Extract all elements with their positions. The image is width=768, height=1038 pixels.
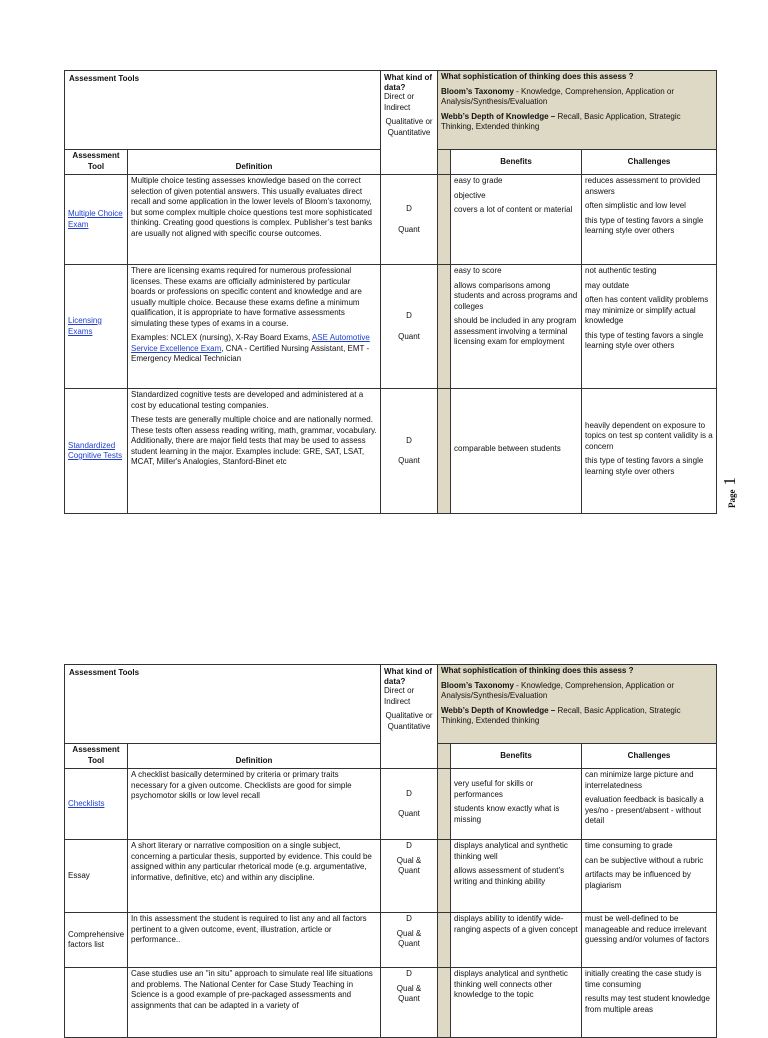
benefit-item: should be included in any program assessment involving a terminal licensing exam for employment bbox=[454, 316, 577, 346]
assessment-table-page1 bbox=[64, 70, 717, 514]
col-header-challenges: Challenges bbox=[582, 150, 717, 175]
data-kind-cell bbox=[381, 389, 438, 514]
data-kind-cell bbox=[381, 265, 438, 389]
bloom-text: - Knowledge, Comprehension, Application or Analysis/Synthesis/Evaluation bbox=[441, 680, 675, 700]
tool-cell bbox=[65, 913, 128, 968]
qual-value: Qual & Quant bbox=[396, 928, 422, 948]
data-kind-cell bbox=[381, 840, 438, 913]
data-kind-cell bbox=[381, 769, 438, 840]
ase-exam-link[interactable]: ASE Automotive Service Excellence Exam bbox=[131, 333, 370, 353]
challenges-cell bbox=[582, 175, 717, 265]
sophistication-heading: What sophistication of thinking does this assess ? bbox=[441, 72, 634, 81]
benefits-cell bbox=[451, 840, 582, 913]
definition-cell bbox=[128, 265, 381, 389]
definition-paragraph: Standardized cognitive tests are developed and administered at a cost by educational testing companies. bbox=[131, 390, 364, 410]
data-kind-heading: What kind of data? bbox=[384, 73, 433, 92]
qual-value: Qual & Quant bbox=[396, 855, 422, 875]
direct-value: D bbox=[406, 969, 412, 978]
tool-cell bbox=[65, 968, 128, 1038]
qual-value: Quant bbox=[398, 224, 420, 234]
shaded-divider bbox=[438, 968, 451, 1038]
challenge-item: not authentic testing bbox=[585, 266, 657, 275]
challenge-item: often simplistic and low level bbox=[585, 201, 686, 210]
table-title: Assessment Tools bbox=[65, 665, 381, 744]
qual-value: Quant bbox=[398, 456, 420, 465]
challenge-item: reduces assessment to provided answers bbox=[585, 176, 701, 196]
tool-name-essay: Essay bbox=[68, 870, 90, 880]
challenges-cell bbox=[582, 913, 717, 968]
webb-label: Webb’s Depth of Knowledge – bbox=[441, 705, 556, 715]
table-row bbox=[65, 265, 717, 389]
definition-paragraph: These tests are generally multiple choice and are nationally normed. These tests often assess reading writing, math, grammar, vocabulary. Additionally, there are major field tests that may be used to assess student learning in the major. Examples include: GRE, SAT, LSAT, MCAT, Miller's Analogies, Stanford-Binet etc bbox=[131, 415, 377, 466]
webb-text: Recall, Basic Application, Strategic Thinking, Extended thinking bbox=[441, 111, 681, 131]
page-number bbox=[720, 468, 760, 508]
tool-cell bbox=[65, 769, 128, 840]
tool-link-checklists[interactable]: Checklists bbox=[68, 798, 105, 808]
challenge-item: this type of testing favors a single learning style over others bbox=[585, 330, 704, 350]
webb-label: Webb’s Depth of Knowledge – bbox=[441, 111, 556, 121]
tool-cell bbox=[65, 840, 128, 913]
page-label: Page bbox=[727, 489, 737, 508]
challenge-item: this type of testing favors a single learning style over others bbox=[585, 215, 704, 235]
tool-link-multiple-choice[interactable]: Multiple Choice Exam bbox=[68, 209, 123, 229]
col-header-definition: Definition bbox=[128, 150, 381, 175]
data-kind-cell bbox=[381, 968, 438, 1038]
data-kind-cell bbox=[381, 913, 438, 968]
benefits-cell bbox=[451, 913, 582, 968]
challenge-item: initially creating the case study is time consuming bbox=[585, 969, 702, 989]
definition-paragraph: There are licensing exams required for numerous professional licenses. These exams are officially administered by particular boards or professions on specific content and knowledge and are usually multiple choice. Because these exams define a minimum qualification, it is appropriate to have formative assessments simulating these types of exams in a course. bbox=[131, 266, 362, 328]
bloom-label: Bloom’s Taxonomy bbox=[441, 86, 514, 96]
challenges-cell bbox=[582, 968, 717, 1038]
qual-value: Quant bbox=[398, 809, 420, 818]
sophistication-heading: What sophistication of thinking does this assess ? bbox=[441, 666, 634, 675]
qual-value: Quant bbox=[398, 331, 420, 341]
col-header-benefits: Benefits bbox=[451, 744, 582, 769]
definition-cell: In this assessment the student is required to list any and all factors pertinent to a given outcome, event, illustration, article or performance.. bbox=[128, 913, 381, 968]
table-row bbox=[65, 840, 717, 913]
examples-text-rest: , CNA - Certified Nursing Assistant, EMT - Emergency Medical Technician bbox=[131, 343, 370, 363]
col-header-definition: Definition bbox=[128, 744, 381, 769]
sophistication-header bbox=[438, 71, 717, 150]
bloom-text: - Knowledge, Comprehension, Application or Analysis/Synthesis/Evaluation bbox=[441, 86, 675, 106]
data-kind-heading: What kind of data? bbox=[384, 667, 433, 686]
challenges-cell bbox=[582, 265, 717, 389]
challenges-cell bbox=[582, 769, 717, 840]
qual-quant-label: Qualitative or Quantitative bbox=[385, 117, 433, 137]
benefit-item: students know exactly what is missing bbox=[454, 804, 560, 824]
col-header-challenges: Challenges bbox=[582, 744, 717, 769]
direct-value: D bbox=[406, 311, 412, 320]
benefits-cell bbox=[451, 389, 582, 514]
direct-indirect-label: Direct or Indirect bbox=[384, 686, 415, 706]
challenge-item: artifacts may be influenced by plagiarism bbox=[585, 870, 691, 890]
challenge-item: this type of testing favors a single learning style over others bbox=[585, 456, 704, 476]
direct-indirect-label: Direct or Indirect bbox=[384, 92, 415, 112]
challenges-cell bbox=[582, 840, 717, 913]
challenge-item: heavily dependent on exposure to topics on test sp content validity is a concern bbox=[585, 420, 713, 451]
shaded-divider bbox=[438, 744, 451, 769]
bloom-label: Bloom’s Taxonomy bbox=[441, 680, 514, 690]
definition-cell: A checklist basically determined by criteria or primary traits necessary for a given outcome. Checklists are good for simple psychomotor skills or low level recall bbox=[128, 769, 381, 840]
challenges-cell bbox=[582, 389, 717, 514]
benefit-item: very useful for skills or performances bbox=[454, 779, 534, 799]
tool-cell bbox=[65, 389, 128, 514]
benefit-item: easy to score bbox=[454, 266, 502, 275]
benefits-cell bbox=[451, 265, 582, 389]
benefit-item: comparable between students bbox=[454, 443, 561, 453]
shaded-divider bbox=[438, 840, 451, 913]
tool-name-comprehensive-factors: Comprehensive factors list bbox=[68, 929, 125, 949]
direct-value: D bbox=[406, 435, 412, 445]
definition-cell bbox=[128, 389, 381, 514]
table-row bbox=[65, 389, 717, 514]
data-kind-header bbox=[381, 665, 438, 769]
shaded-divider bbox=[438, 175, 451, 265]
challenge-item: results may test student knowledge from multiple areas bbox=[585, 994, 710, 1014]
tool-cell bbox=[65, 265, 128, 389]
assessment-table-page2 bbox=[64, 664, 717, 1038]
direct-value: D bbox=[406, 204, 412, 213]
examples-text: Examples: NCLEX (nursing), X-Ray Board Exams, bbox=[131, 333, 312, 342]
webb-text: Recall, Basic Application, Strategic Thinking, Extended thinking bbox=[441, 705, 681, 725]
definition-cell: Case studies use an "in situ" approach to simulate real life situations and problems. The National Center for Case Study Teaching in Science is a good example of pre-packaged assessments and assignments that can be adapted in a variety of bbox=[128, 968, 381, 1038]
challenge-item: often has content validity problems may minimize or simplify actual knowledge bbox=[585, 295, 709, 325]
challenge-item: evaluation feedback is basically a yes/no - present/absent - without detail bbox=[585, 795, 704, 825]
benefit-item: allows assessment of student’s writing and thinking ability bbox=[454, 866, 565, 886]
challenge-item: can minimize large picture and interrelatedness bbox=[585, 770, 694, 790]
data-kind-cell bbox=[381, 175, 438, 265]
tool-link-standardized-tests[interactable]: Standardized Cognitive Tests bbox=[68, 440, 123, 460]
definition-cell: Multiple choice testing assesses knowledge based on the correct selection of given potential answers. This usually evaluates direct recall and some application in the lower levels of Bloom’s taxonomy, but some complex multiple choice questions test more sophisticated thinking. Creating good questions is complex. Publisher’s test banks are usually not aligned with specific course outcomes. bbox=[128, 175, 381, 265]
direct-value: D bbox=[406, 914, 412, 923]
benefit-item: covers a lot of content or material bbox=[454, 205, 573, 214]
benefits-cell bbox=[451, 968, 582, 1038]
benefit-item: displays analytical and synthetic thinking well connects other knowledge to the topic bbox=[454, 969, 568, 999]
definition-cell: A short literary or narrative composition on a single subject, concerning a particular thesis, supported by evidence. This could be assigned within any particular rhetorical mode (e.g. argumentative, informative, definitive, etc) and within any discipline. bbox=[128, 840, 381, 913]
definition-examples bbox=[131, 333, 377, 365]
table-row bbox=[65, 175, 717, 265]
table-row bbox=[65, 913, 717, 968]
direct-value: D bbox=[406, 841, 412, 850]
data-kind-header bbox=[381, 71, 438, 175]
col-header-tool: Assessment Tool bbox=[65, 744, 128, 769]
benefit-item: objective bbox=[454, 190, 486, 200]
col-header-tool: Assessment Tool bbox=[65, 150, 128, 175]
qual-value: Qual & Quant bbox=[396, 983, 422, 1003]
table-row bbox=[65, 968, 717, 1038]
benefit-item: easy to grade bbox=[454, 176, 503, 185]
sophistication-header bbox=[438, 665, 717, 744]
col-header-benefits: Benefits bbox=[451, 150, 582, 175]
challenge-item: can be subjective without a rubric bbox=[585, 855, 704, 865]
challenge-item: must be well-defined to be manageable and reduce irrelevant guessing and/or volumes of factors bbox=[585, 914, 710, 944]
benefit-item: displays analytical and synthetic thinking well bbox=[454, 841, 568, 861]
table-title: Assessment Tools bbox=[65, 71, 381, 150]
benefits-cell bbox=[451, 769, 582, 840]
benefit-item: displays ability to identify wide-ranging aspects of a given concept bbox=[454, 914, 578, 934]
tool-link-licensing-exams[interactable]: Licensing Exams bbox=[68, 316, 102, 336]
challenge-item: time consuming to grade bbox=[585, 841, 673, 850]
benefit-item: allows comparisons among students and across programs and colleges bbox=[454, 280, 578, 311]
page-number-value: 1 bbox=[720, 477, 739, 486]
qual-quant-label: Qualitative or Quantitative bbox=[385, 711, 433, 731]
tool-cell bbox=[65, 175, 128, 265]
shaded-divider bbox=[438, 150, 451, 175]
table-row bbox=[65, 769, 717, 840]
shaded-divider bbox=[438, 913, 451, 968]
shaded-divider bbox=[438, 389, 451, 514]
challenge-item: may outdate bbox=[585, 280, 630, 290]
shaded-divider bbox=[438, 265, 451, 389]
shaded-divider bbox=[438, 769, 451, 840]
direct-value: D bbox=[406, 788, 412, 798]
benefits-cell bbox=[451, 175, 582, 265]
